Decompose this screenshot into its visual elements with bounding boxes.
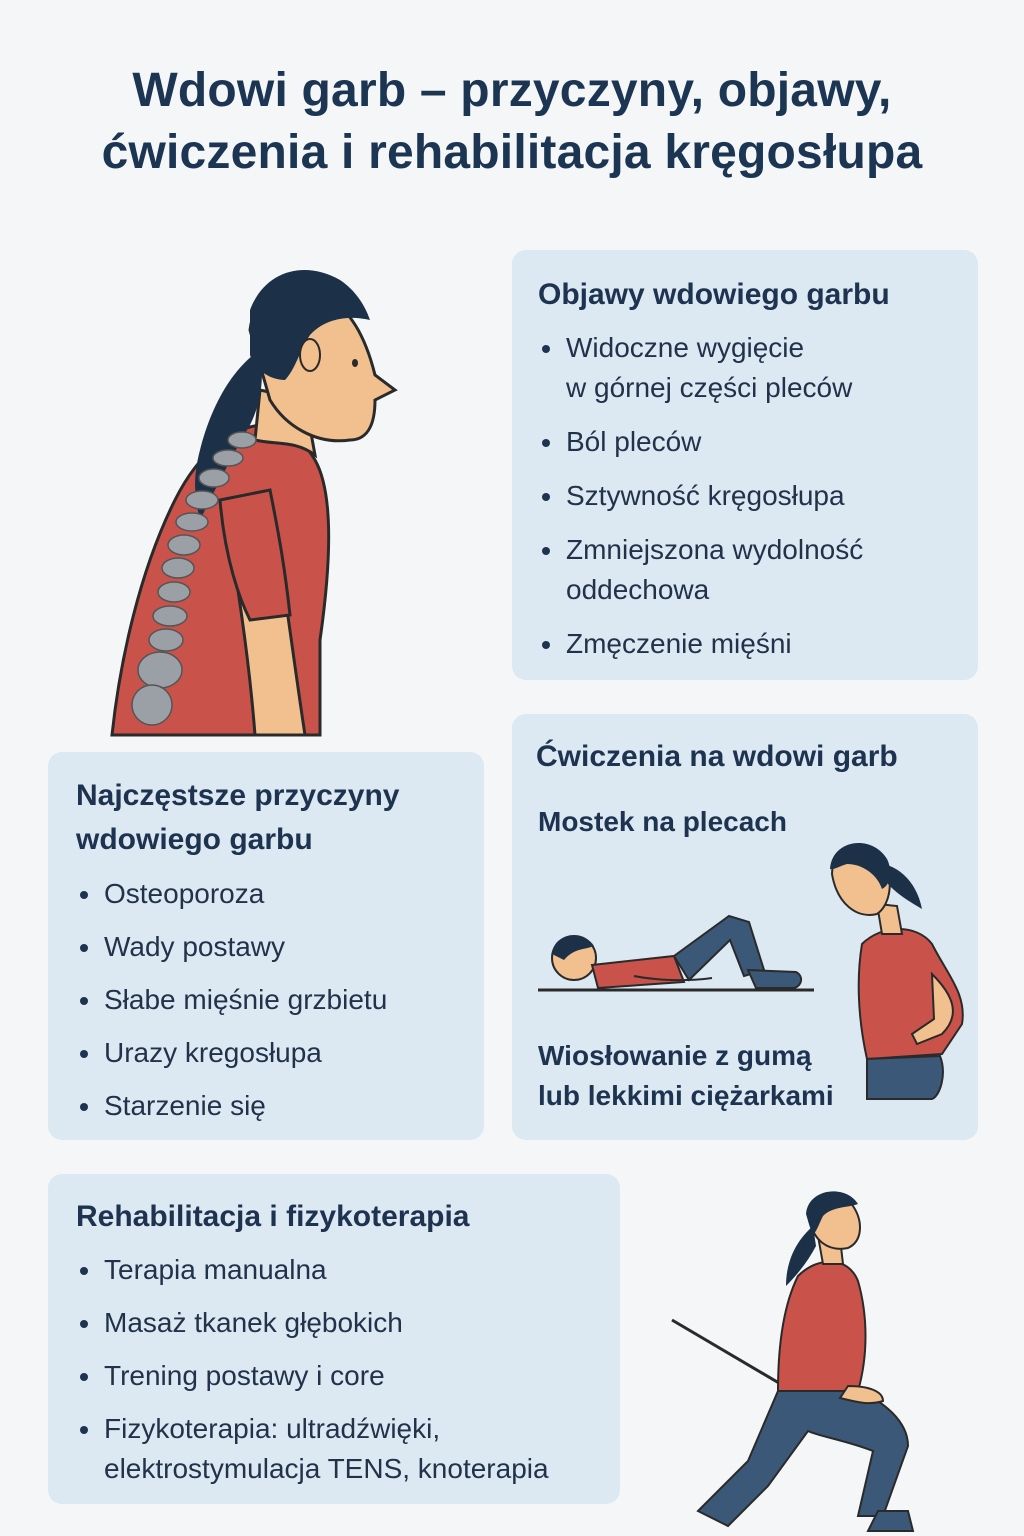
symptom-item: Widoczne wygięcie w górnej części pleców: [538, 328, 968, 408]
title-line-1: Wdowi garb – przyczyny, objawy,: [132, 64, 892, 117]
rehab-card: [48, 1174, 620, 1504]
lunge-rowing-illustration: [668, 1186, 958, 1536]
rehab-item: Fizykoterapia: ultradźwięki, elektrostymulacja TENS, knoterapia: [76, 1409, 616, 1489]
symptoms-card: [512, 250, 978, 680]
cause-item: Wady postawy: [76, 927, 476, 967]
rehab-heading: Rehabilitacja i fizykoterapia: [76, 1200, 470, 1233]
causes-heading: Najczęstsze przyczyny wdowiego garbu: [76, 779, 400, 856]
cause-item: Słabe mięśnie grzbietu: [76, 980, 476, 1020]
exercise-rowing-label: Wiosłowanie z gumą lub lekkimi ciężarkami: [538, 1040, 834, 1111]
symptoms-heading: Objawy wdowiego garbu: [538, 278, 890, 311]
exercises-heading: Ćwiczenia na wdowi garb: [536, 740, 898, 773]
exercises-card: [512, 714, 978, 1140]
hunched-woman-illustration: [100, 240, 430, 740]
rehab-list: [76, 1250, 616, 1489]
page-title: [0, 60, 1024, 185]
rehab-item: Masaż tkanek głębokich: [76, 1303, 616, 1343]
bridge-exercise-illustration: [534, 910, 814, 1000]
symptom-item: Sztywność kręgosłupa: [538, 476, 968, 516]
causes-list: [76, 874, 476, 1126]
cause-item: Urazy kregosłupa: [76, 1033, 476, 1073]
symptom-item: Zmęczenie mięśni: [538, 624, 968, 664]
title-line-2: ćwiczenia i rehabilitacja kręgosłupa: [101, 126, 923, 180]
cause-item: Osteoporoza: [76, 874, 476, 914]
symptom-item: Ból pleców: [538, 422, 968, 462]
causes-card: [48, 752, 484, 1140]
symptoms-list: [538, 328, 968, 664]
rehab-item: Terapia manualna: [76, 1250, 616, 1290]
exercise-bridge-label: Mostek na plecach: [538, 806, 787, 837]
symptom-item: Zmniejszona wydolność oddechowa: [538, 530, 968, 610]
rehab-item: Trening postawy i core: [76, 1356, 616, 1396]
cause-item: Starzenie się: [76, 1086, 476, 1126]
standing-exercise-illustration: [822, 834, 972, 1104]
